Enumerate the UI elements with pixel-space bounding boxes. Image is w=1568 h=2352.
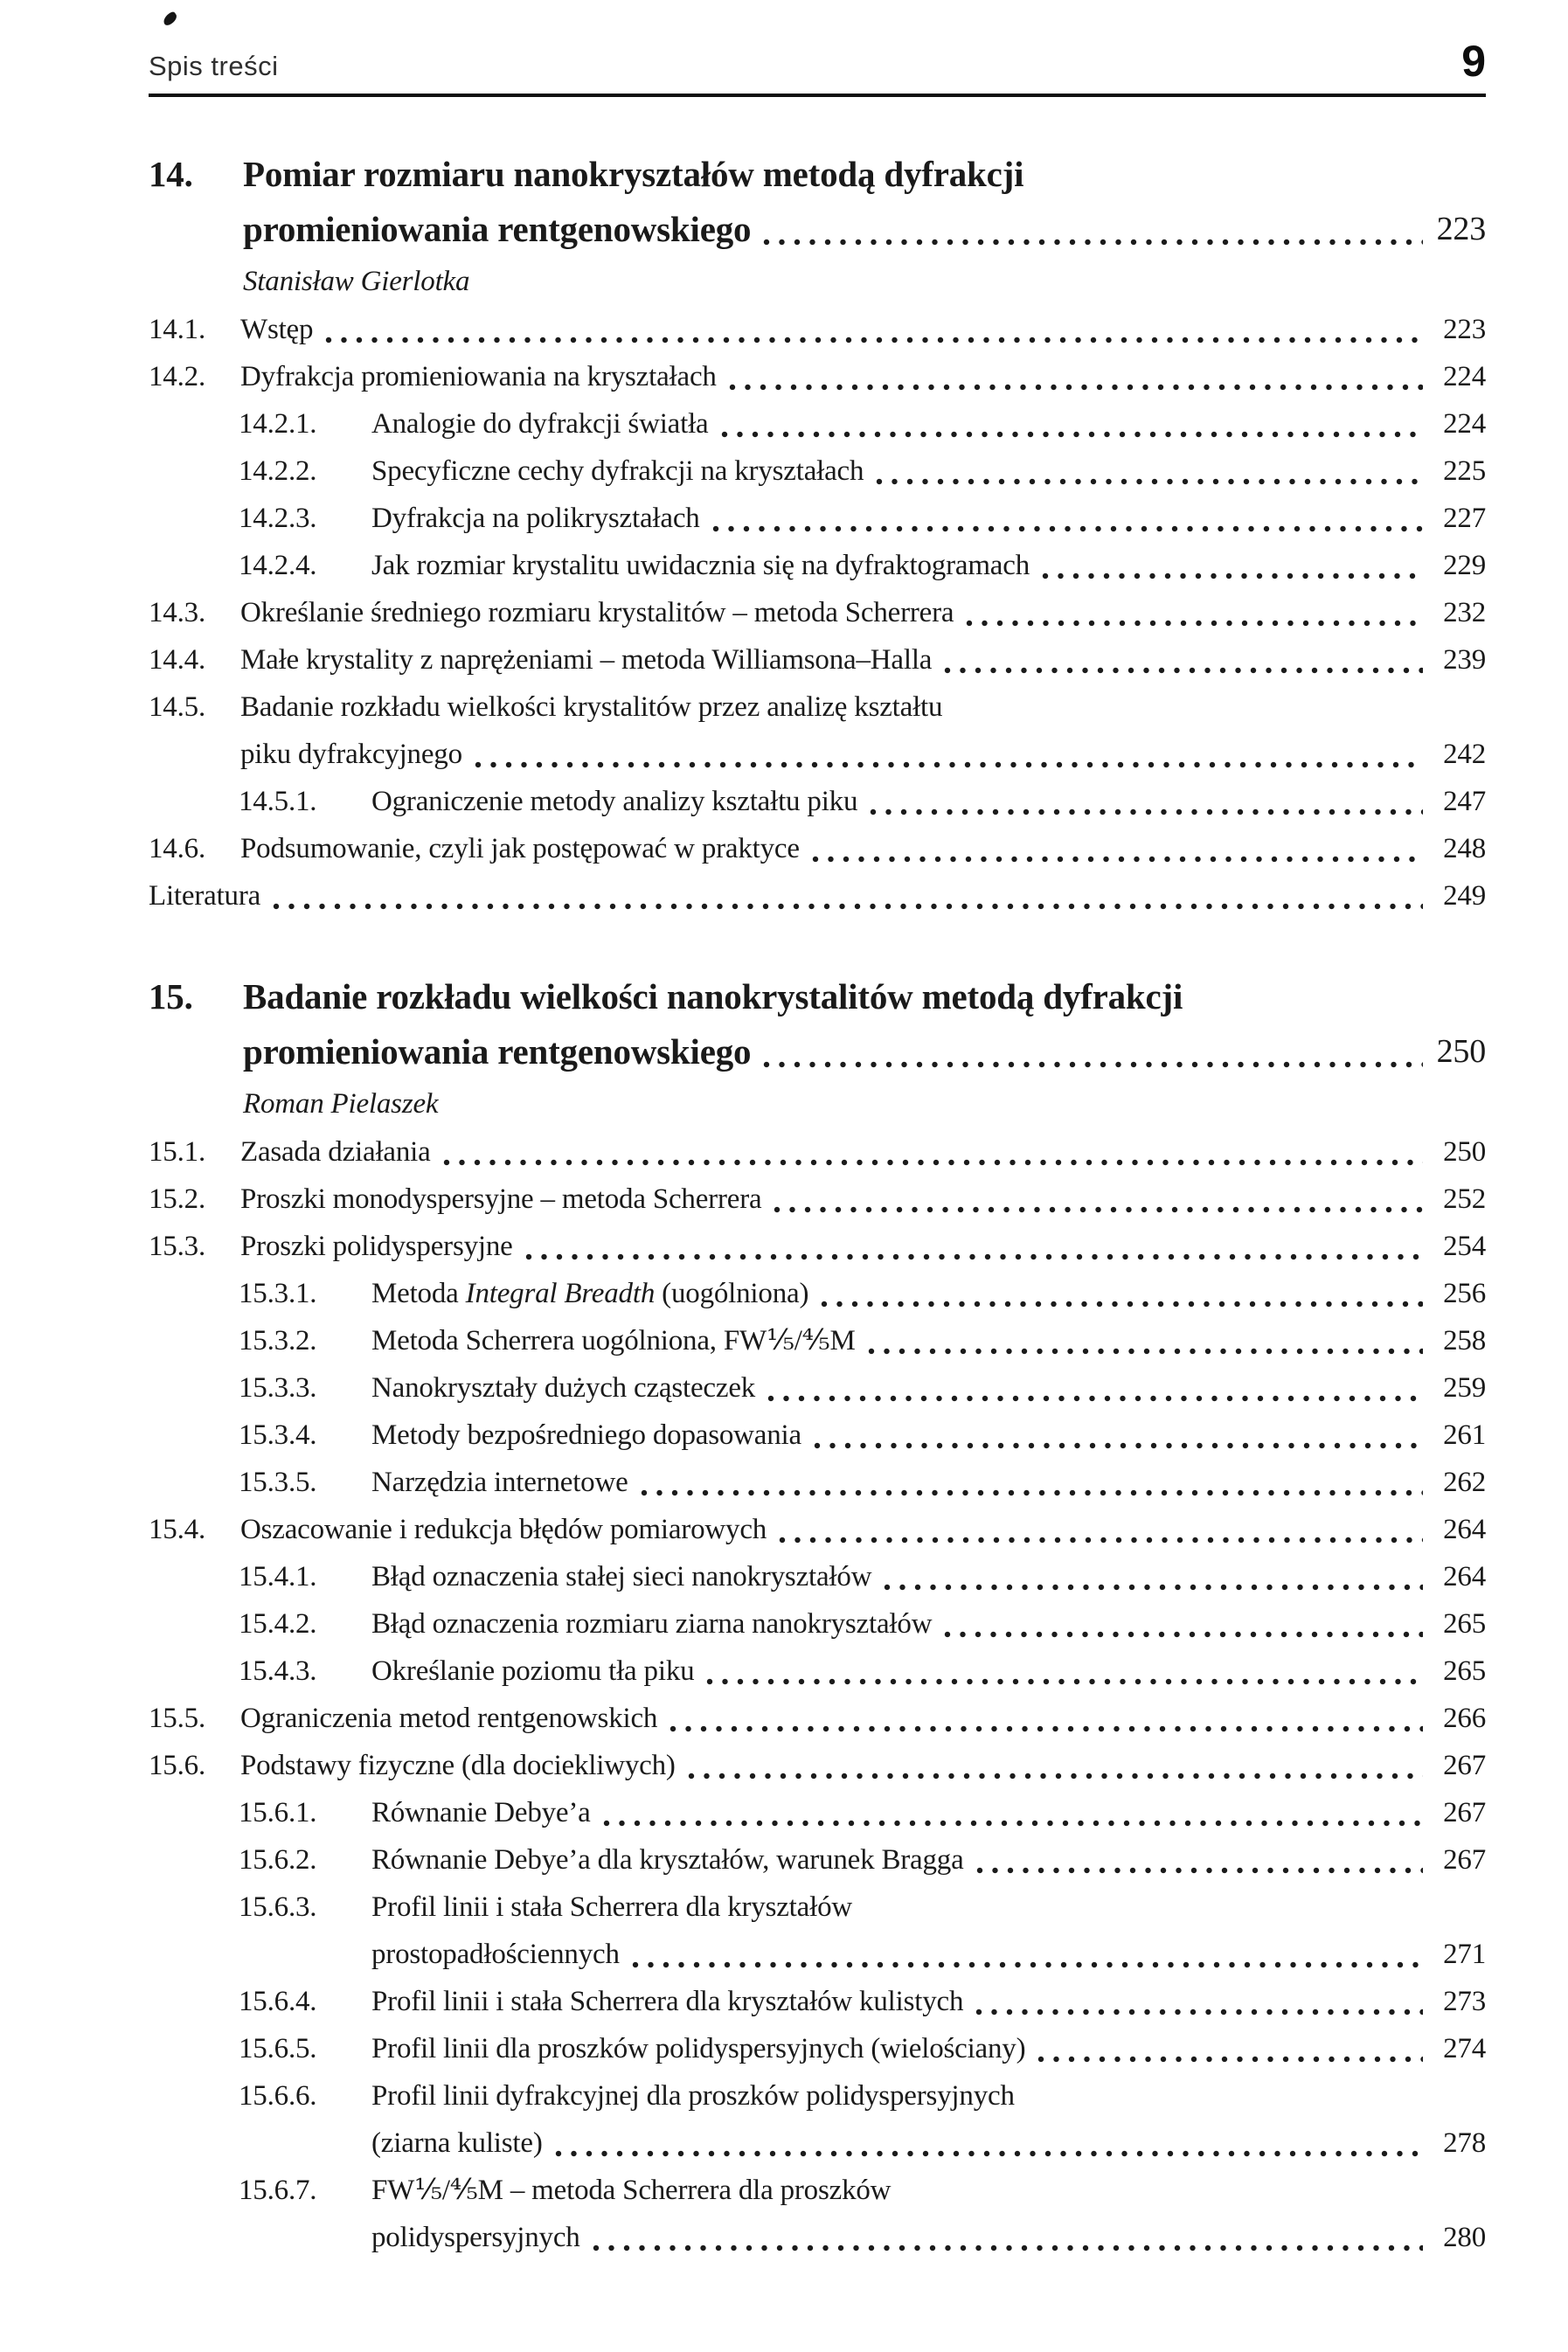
toc-entry [149,1836,1486,1884]
entry-page-number: 266 [1443,1703,1486,1734]
entry-number: 15.4. [149,1514,206,1545]
entry-title: Równanie Debye’a dla kryształów, warunek Bragga [371,1844,964,1876]
toc-entry [149,778,1486,825]
entry-number: 15.6.7. [239,2175,317,2206]
dot-leader [273,902,1423,911]
chapter-title: Pomiar rozmiaru nanokryształów metodą dyfrakcji [243,154,1024,194]
entry-page-number: 256 [1443,1278,1486,1309]
toc-line [149,1412,1486,1459]
entry-number: 15.3. [149,1231,206,1262]
dot-leader [779,1536,1423,1544]
dot-leader [876,477,1423,486]
toc-entry [149,683,1486,778]
dot-leader [721,430,1424,439]
entry-title: Określanie poziomu tła piku [371,1655,695,1687]
entry-title: Ograniczenie metody analizy kształtu piku [371,786,858,817]
dot-leader [325,336,1423,344]
dot-leader [966,619,1423,628]
toc-entry [149,1600,1486,1648]
toc-line [149,1931,1486,1978]
toc-line [149,257,1486,306]
toc-list [149,147,1486,2261]
toc-entry [149,589,1486,636]
dot-leader [603,1819,1423,1828]
toc-line [149,1364,1486,1412]
dot-leader [884,1583,1423,1592]
entry-title: Jak rozmiar krystalitu uwidacznia się na dyfraktogramach [371,550,1030,581]
entry-number: 15.3.1. [239,1278,317,1309]
entry-number: 14.5. [149,691,206,723]
entry-number: 14.5.1. [239,786,317,817]
entry-title: Równanie Debye’a [371,1797,591,1828]
dot-leader [670,1724,1423,1733]
toc-line [149,1695,1486,1742]
entry-page-number: 254 [1443,1231,1486,1262]
toc-entry [149,542,1486,589]
entry-number: 14.2.4. [239,550,317,581]
entry-title: Dyfrakcja promieniowania na kryształach [240,361,717,392]
toc-line [149,542,1486,589]
chapter-page-number: 250 [1436,1033,1486,1070]
toc-line [149,1459,1486,1506]
toc-line [149,778,1486,825]
toc-entry [149,1459,1486,1506]
dot-leader [525,1252,1423,1261]
toc-entry [149,825,1486,872]
dot-leader [868,1347,1423,1356]
dot-leader [814,1441,1423,1450]
entry-title: piku dyfrakcyjnego [240,739,462,770]
entry-page-number: 259 [1443,1372,1486,1404]
toc-entry [149,1128,1486,1176]
entry-title: Zasada działania [240,1136,431,1168]
entry-title: Profil linii i stała Scherrera dla kryształów [371,1891,853,1923]
toc-chapter [149,147,1486,306]
entry-number: 14.1. [149,314,206,345]
entry-number: 15.6.6. [239,2080,317,2112]
toc-entry [149,1742,1486,1789]
entry-page-number: 225 [1443,455,1486,487]
toc-line [149,1600,1486,1648]
page-number: 9 [1461,37,1486,86]
toc-line [149,1079,1486,1128]
dot-leader [975,2008,1423,2016]
dot-leader [763,1060,1423,1069]
entry-page-number: 267 [1443,1797,1486,1828]
dot-leader [767,1394,1423,1403]
entry-number: 14.6. [149,833,206,864]
entry-page-number: 267 [1443,1844,1486,1876]
entry-number: 15.3.2. [239,1325,317,1356]
toc-entry [149,2072,1486,2167]
entry-title: Profil linii dyfrakcyjnej dla proszków polidyspersyjnych [371,2080,1015,2112]
entry-title: Ograniczenia metod rentgenowskich [240,1703,658,1734]
entry-page-number: 229 [1443,550,1486,581]
entry-title: Profil linii dla proszków polidyspersyjnych (wielościany) [371,2033,1026,2064]
entry-title: Małe krystality z naprężeniami – metoda Williamsona–Halla [240,644,933,676]
toc-line [149,1648,1486,1695]
running-header-title: Spis treści [149,50,279,81]
toc-line [149,1128,1486,1176]
toc-line [149,2214,1486,2261]
entry-number: 15.6.2. [239,1844,317,1876]
entry-title-italic-segment: Integral Breadth [465,1278,656,1309]
dot-leader [812,855,1423,864]
toc-line [149,1884,1486,1931]
entry-title: Proszki monodyspersyjne – metoda Scherrera [240,1183,762,1215]
dot-leader [1037,2055,1423,2064]
toc-line [149,353,1486,400]
toc-entry [149,1553,1486,1600]
toc-entry [149,1695,1486,1742]
chapter-number: 15. [149,976,193,1016]
toc-line [149,589,1486,636]
entry-page-number: 278 [1443,2127,1486,2159]
toc-line [149,400,1486,448]
entry-page-number: 223 [1443,314,1486,345]
toc-line [149,1223,1486,1270]
entry-number: 15.3.5. [239,1467,317,1498]
dot-leader [555,2149,1423,2158]
running-header [149,0,1486,86]
entry-page-number: 232 [1443,597,1486,628]
toc-entry [149,872,1486,919]
entry-title: (ziarna kuliste) [371,2127,543,2159]
entry-page-number: 239 [1443,644,1486,676]
chapter-page-number: 223 [1436,211,1486,247]
toc-line [149,1978,1486,2025]
toc-entry [149,448,1486,495]
entry-page-number: 274 [1443,2033,1486,2064]
entry-number: 15.1. [149,1136,206,1168]
toc-entry [149,1648,1486,1695]
entry-title: Nanokryształy dużych cząsteczek [371,1372,756,1404]
toc-entry [149,1223,1486,1270]
entry-title: Metody bezpośredniego dopasowania [371,1419,801,1451]
entry-number: 15.4.2. [239,1608,317,1640]
dot-leader [443,1158,1423,1167]
toc-entry [149,1176,1486,1223]
entry-title: Określanie średniego rozmiaru krystalitów – metoda Scherrera [240,597,954,628]
entry-number: 14.4. [149,644,206,676]
entry-page-number: 265 [1443,1608,1486,1640]
dot-leader [593,2244,1423,2252]
toc-chapter [149,969,1486,1128]
entry-number: 15.6.4. [239,1986,317,2017]
toc-line [149,2167,1486,2214]
dot-leader [475,760,1423,769]
toc-entry [149,400,1486,448]
entry-title: Błąd oznaczenia stałej sieci nanokryształów [371,1561,872,1592]
entry-number: 15.6.3. [239,1891,317,1923]
dot-leader [1042,572,1423,580]
chapter-title: promieniowania rentgenowskiego [243,209,752,249]
dot-leader [632,1960,1423,1969]
dot-leader [706,1677,1423,1686]
toc-entry [149,1317,1486,1364]
entry-title: Literatura [149,880,261,912]
entry-page-number: 264 [1443,1514,1486,1545]
entry-title: prostopadłościennych [371,1939,620,1970]
toc-line [149,969,1486,1024]
header-rule [149,94,1486,97]
toc-line [149,202,1486,257]
toc-entry [149,2167,1486,2261]
chapter-author: Roman Pielaszek [243,1088,439,1120]
toc-entry [149,306,1486,353]
dot-leader [641,1488,1423,1497]
entry-number: 14.2.2. [239,455,317,487]
toc-line [149,1024,1486,1079]
dot-leader [729,383,1423,392]
chapter-title: promieniowania rentgenowskiego [243,1031,752,1072]
toc-entry [149,1884,1486,1978]
toc-line [149,306,1486,353]
entry-page-number: 224 [1443,408,1486,440]
entry-page-number: 248 [1443,833,1486,864]
toc-line [149,1553,1486,1600]
entry-page-number: 252 [1443,1183,1486,1215]
toc-line [149,2072,1486,2120]
toc-entry [149,636,1486,683]
dot-leader [870,808,1423,816]
entry-page-number: 262 [1443,1467,1486,1498]
entry-page-number: 258 [1443,1325,1486,1356]
entry-title: Profil linii i stała Scherrera dla kryształów kulistych [371,1986,964,2017]
toc-entry [149,1789,1486,1836]
entry-page-number: 273 [1443,1986,1486,2017]
entry-title: Błąd oznaczenia rozmiaru ziarna nanokryształów [371,1608,933,1640]
entry-title-segment: Metoda [371,1278,466,1309]
entry-title: Dyfrakcja na polikryształach [371,503,700,534]
entry-title: Badanie rozkładu wielkości krystalitów przez analizę kształtu [240,691,943,723]
dot-leader [763,238,1423,246]
dot-leader [976,1866,1423,1875]
entry-page-number: 265 [1443,1655,1486,1687]
toc-line [149,1317,1486,1364]
entry-page-number: 242 [1443,739,1486,770]
toc-line [149,872,1486,919]
entry-number: 15.2. [149,1183,206,1215]
entry-page-number: 249 [1443,880,1486,912]
toc-line [149,731,1486,778]
entry-number: 15.6.5. [239,2033,317,2064]
entry-number: 14.2.1. [239,408,317,440]
entry-number: 14.3. [149,597,206,628]
entry-page-number: 227 [1443,503,1486,534]
toc-line [149,636,1486,683]
toc-entry [149,353,1486,400]
toc-line [149,1789,1486,1836]
entry-number: 15.6. [149,1750,206,1781]
toc-entry [149,1506,1486,1553]
dot-leader [821,1300,1423,1308]
entry-title: Wstęp [240,314,314,345]
entry-number: 15.6.1. [239,1797,317,1828]
dot-leader [712,524,1423,533]
toc-entry [149,1364,1486,1412]
toc-line [149,1176,1486,1223]
entry-page-number: 280 [1443,2222,1486,2253]
entry-title: Metoda Scherrera uogólniona, FW⅕/⅘M [371,1325,856,1356]
toc-line [149,1742,1486,1789]
entry-title [371,1270,808,1317]
toc-line [149,2025,1486,2072]
entry-page-number: 250 [1443,1136,1486,1168]
toc-entry [149,1978,1486,2025]
toc-line [149,1836,1486,1884]
entry-title: Specyficzne cechy dyfrakcji na kryształach [371,455,864,487]
toc-line [149,495,1486,542]
toc-line [149,683,1486,731]
entry-title: FW⅕/⅘M – metoda Scherrera dla proszków [371,2175,892,2206]
toc-entry [149,495,1486,542]
entry-page-number: 261 [1443,1419,1486,1451]
entry-number: 15.4.3. [239,1655,317,1687]
toc-line [149,448,1486,495]
entry-number: 15.3.4. [239,1419,317,1451]
entry-number: 15.3.3. [239,1372,317,1404]
entry-title: Podstawy fizyczne (dla dociekliwych) [240,1750,676,1781]
entry-page-number: 267 [1443,1750,1486,1781]
entry-page-number: 247 [1443,786,1486,817]
entry-number: 15.4.1. [239,1561,317,1592]
dot-leader [944,666,1423,675]
toc-line [149,1270,1486,1317]
entry-title: Podsumowanie, czyli jak postępować w praktyce [240,833,800,864]
entry-number: 14.2.3. [239,503,317,534]
toc-line [149,825,1486,872]
entry-title: Proszki polidyspersyjne [240,1231,513,1262]
entry-title: Analogie do dyfrakcji światła [371,408,709,440]
dot-leader [774,1205,1423,1214]
chapter-number: 14. [149,154,193,194]
entry-title: polidyspersyjnych [371,2222,580,2253]
toc-entry [149,2025,1486,2072]
entry-page-number: 271 [1443,1939,1486,1970]
dot-leader [688,1772,1423,1780]
entry-title: Oszacowanie i redukcja błędów pomiarowych [240,1514,767,1545]
toc-line [149,2120,1486,2167]
entry-number: 15.5. [149,1703,206,1734]
chapter-title: Badanie rozkładu wielkości nanokrystalitów metodą dyfrakcji [243,976,1183,1016]
entry-number: 14.2. [149,361,206,392]
entry-page-number: 224 [1443,361,1486,392]
toc-line [149,1506,1486,1553]
entry-title: Narzędzia internetowe [371,1467,628,1498]
entry-title-segment: (uogólniona) [655,1278,809,1309]
chapter-author: Stanisław Gierlotka [243,266,470,297]
toc-entry [149,1412,1486,1459]
dot-leader [944,1630,1423,1639]
entry-page-number: 264 [1443,1561,1486,1592]
toc-line [149,147,1486,202]
toc-entry [149,1270,1486,1317]
